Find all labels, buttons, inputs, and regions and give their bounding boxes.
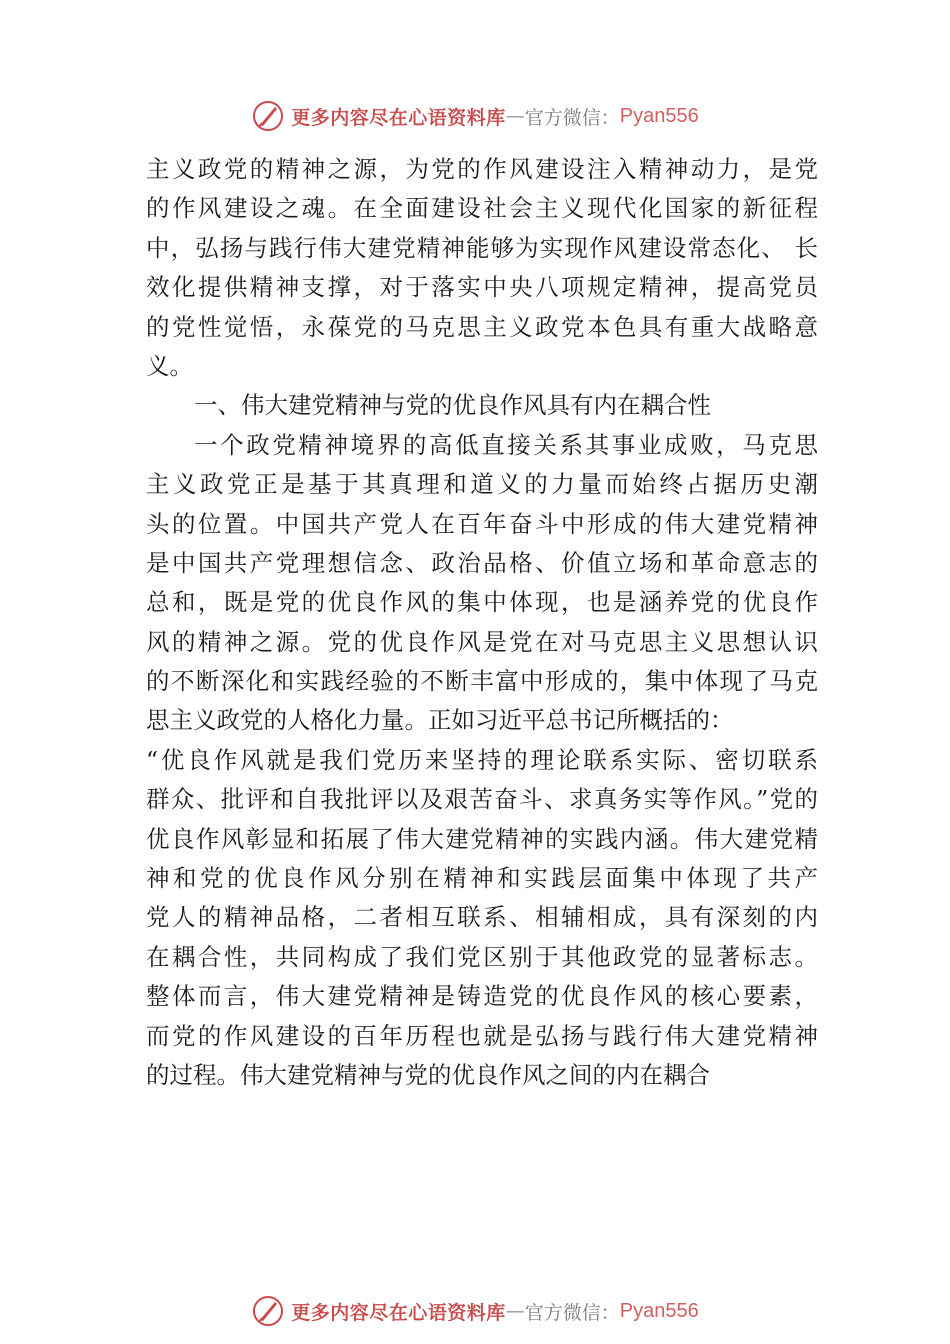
document-body [146,150,818,1095]
text-line: 主义政党的精神之源，为党的作风建设注入精神动力，是党 [146,155,818,183]
text-line: 一个政党精神境界的高低直接关系其事业成败，马克思 [194,430,818,459]
text-line: 是中国共产党理想信念、政治品格、价值立场和革命意志的 [146,548,818,577]
paragraph-2 [146,426,818,1096]
text-line: 的党性觉悟，永葆党的马克思主义政党本色具有重大战略意 [146,312,818,341]
text-line: 神和党的优良作风分别在精神和实践层面集中体现了共产 [146,864,818,893]
banner-slogan: 更多内容尽在心语资料库 [291,1301,506,1324]
text-line: 的过程。伟大建党精神与党的优良作风之间的内在耦合 [146,1060,710,1089]
banner-slogan: 更多内容尽在心语资料库 [291,106,506,129]
text-line: 在耦合性，共同构成了我们党区别于其他政党的显著标志。 [146,942,818,971]
text-line: 优良作风彰显和拓展了伟大建党精神的实践内涵。伟大建党精 [146,824,818,853]
banner-wechat-id: Pyan556 [619,1299,699,1322]
banner-wechat-id: Pyan556 [619,104,699,127]
text-line: 而党的作风建设的百年历程也就是弘扬与践行伟大建党精神 [146,1021,818,1050]
text-line: 中，弘扬与践行伟大建党精神能够为实现作风建设常态化、 长 [146,233,818,262]
text-line: 总和，既是党的优良作风的集中体现，也是涵养党的优良作 [146,588,818,617]
banner-wechat-label: 官方微信： [524,1301,620,1324]
text-line: 主义政党正是基于其真理和道义的力量而始终占据历史潮 [146,470,818,499]
text-line: 思主义政党的人格化力量。正如习近平总书记所概括的： [146,706,734,735]
quill-pen-logo-icon [251,99,285,133]
text-line: 头的位置。中国共产党人在百年奋斗中形成的伟大建党精神 [146,509,818,538]
footer-banner [0,1291,950,1331]
section-heading: 一、伟大建党精神与党的优良作风具有内在耦合性 [194,391,711,420]
text-line: 的不断深化和实践经验的不断丰富中形成的，集中体现了马克 [146,667,818,696]
paragraph-1 [146,150,818,386]
text-line: 效化提供精神支撑，对于落实中央八项规定精神，提高党员 [146,273,818,302]
banner-separator: — [505,1300,525,1322]
text-line: 整体而言，伟大建党精神是铸造党的优良作风的核心要素， [146,982,818,1011]
banner-separator: — [505,105,525,127]
text-line: 的作风建设之魂。在全面建设社会主义现代化国家的新征程 [146,194,818,223]
text-line: 党人的精神品格，二者相互联系、相辅相成，具有深刻的内 [146,903,818,932]
text-line: “优良作风就是我们党历来坚持的理论联系实际、密切联系 [146,745,818,774]
header-banner [0,96,950,136]
text-line: 义。 [146,351,193,380]
banner-wechat-label: 官方微信： [524,106,620,129]
quill-pen-logo-icon [251,1294,285,1328]
text-line: 群众、批评和自我批评以及艰苦奋斗、求真务实等作风。”党的 [146,785,818,814]
text-line: 风的精神之源。党的优良作风是党在对马克思主义思想认识 [146,627,818,656]
